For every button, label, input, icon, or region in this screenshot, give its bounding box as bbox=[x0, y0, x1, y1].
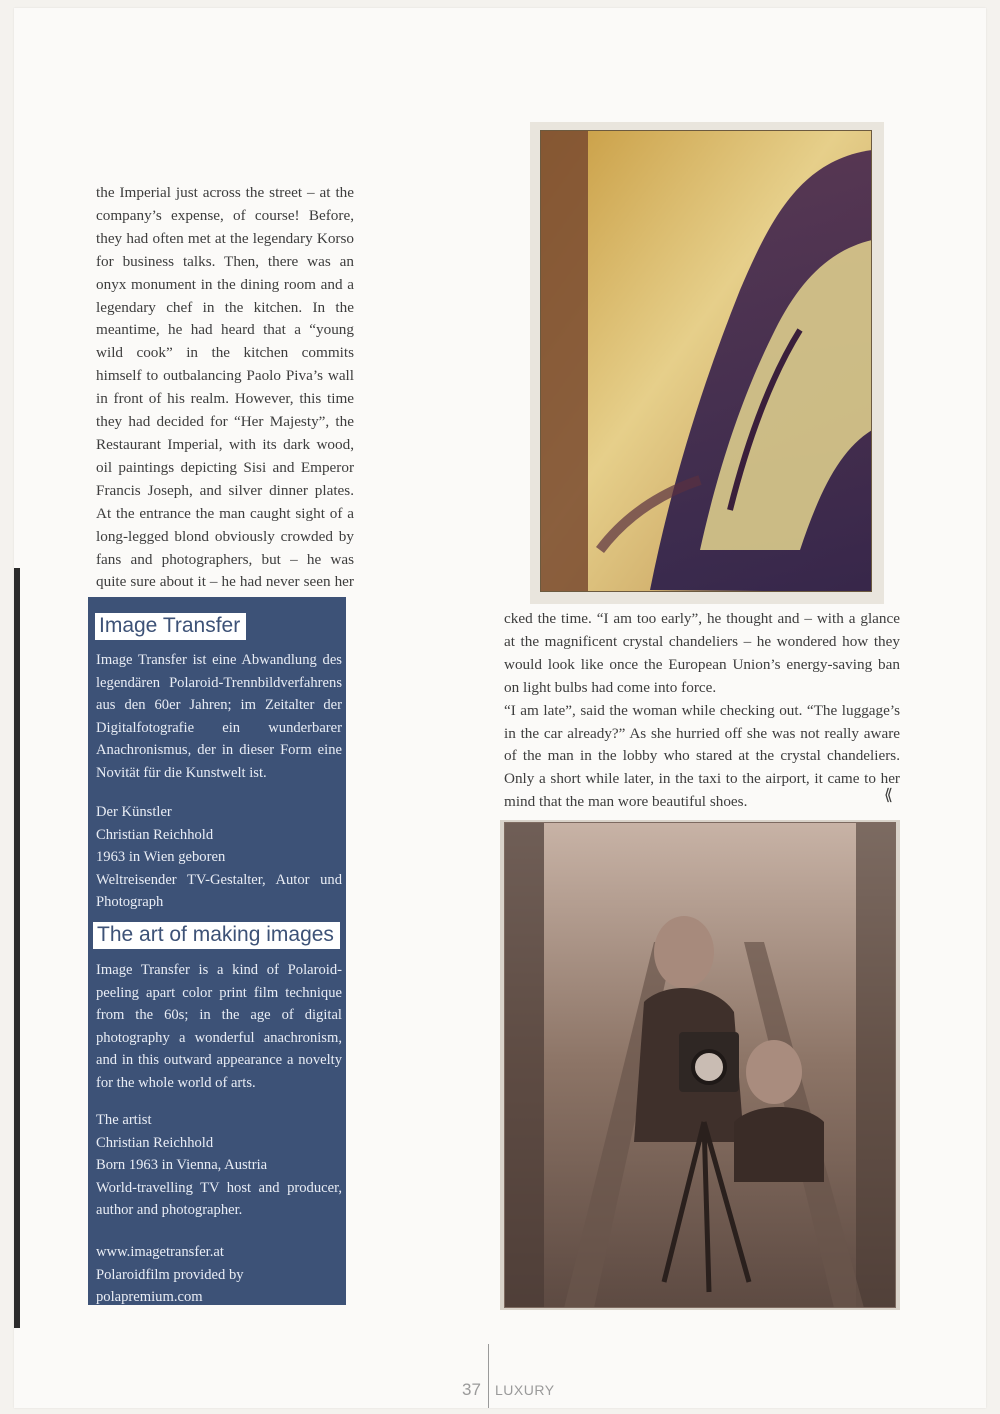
article-right-paragraph: cked the time. “I am too early”, he thought and – with a glance at the magnificent crystal chandeliers – he wondered how they would look like once the European Union’s energy-saving ban on light bulbs had come into force. bbox=[504, 610, 900, 696]
website-link[interactable]: www.imagetransfer.at bbox=[96, 1244, 224, 1260]
article-right-paragraph: “I am late”, said the woman while checking out. “The luggage’s in the car already?” As she hurried off she was not really aware of the man in the lobby who stared at the crystal chandeliers. Only a short while later, in the taxi to the airport, it came to her mind that the man wore beautiful shoes. bbox=[504, 701, 900, 811]
artist-de-line: Christian Reichhold bbox=[96, 826, 214, 843]
info-links bbox=[96, 1241, 342, 1309]
artist-en-line: World-travelling TV host and producer, author and photographer. bbox=[96, 1179, 342, 1219]
photo-portrait-image bbox=[504, 822, 896, 1308]
photo-car-frame bbox=[530, 122, 884, 604]
page-folio bbox=[462, 1380, 555, 1400]
info-title-en: The art of making images bbox=[93, 922, 340, 950]
info-text-en bbox=[96, 959, 342, 1095]
artist-en-line: Born 1963 in Vienna, Austria bbox=[96, 1157, 268, 1174]
info-title-de: Image Transfer bbox=[95, 613, 246, 641]
photo-portrait-frame bbox=[500, 820, 900, 1310]
magazine-name: LUXURY bbox=[495, 1382, 555, 1398]
artist-de-line: Der Künstler bbox=[96, 804, 172, 820]
article-right-column bbox=[504, 608, 900, 814]
info-box bbox=[88, 597, 346, 1305]
artist-de-line: Weltreisender TV-Gestalter, Autor und Photograph bbox=[96, 871, 342, 911]
article-left-column bbox=[96, 182, 354, 617]
artist-en-line: The artist bbox=[96, 1112, 152, 1128]
credit-link[interactable]: Polaroidfilm provided by polapremium.com bbox=[96, 1266, 244, 1306]
info-text-de bbox=[96, 649, 342, 785]
photo-car-image bbox=[540, 130, 872, 592]
folio-divider bbox=[488, 1344, 489, 1408]
end-of-article-mark: ⟪ bbox=[884, 787, 893, 804]
artist-block-en bbox=[96, 1109, 342, 1222]
artist-en-line: Christian Reichhold bbox=[96, 1134, 214, 1151]
binding-edge bbox=[14, 568, 20, 1328]
info-text-de-body: Image Transfer ist eine Abwandlung des legendären Polaroid-Trennbildverfahrens aus den 60er Jahren; im Zeitalter der Digitalfotografie ein wunderbarer Anachronismus, der in dieser Form eine Novität für die Kunstwelt ist. bbox=[96, 652, 342, 781]
article-left-text: the Imperial just across the street – at the company’s expense, of course! Before, they had often met at the legendary Korso for business talks. Then, there was an onyx monument in the dining room and a legendary chef in the kitchen. In the meantime, he had heard that a “young wild cook” in the kitchen commits himself to outbalancing Paolo Piva’s wall in front of his realm. However, this time they had decided for “Her Majesty”, the Restaurant Imperial, with its dark wood, oil paintings depicting Sisi and Emperor Francis Joseph, and silver dinner plates. At the entrance the man caught sight of a long-legged blond obviously crowded by fans and photographers, but – he was quite sure about it – he had never seen her bbox=[96, 184, 354, 591]
artist-de-line: 1963 in Wien geboren bbox=[96, 849, 226, 866]
artist-block-de bbox=[96, 801, 342, 914]
info-text-en-body: Image Transfer is a kind of Polaroid-peeling apart color print film technique from the 60s; in the age of digital photography a wonderful anachronism, and in this outward appearance a novelty for the whole world of arts. bbox=[96, 962, 342, 1091]
page-number: 37 bbox=[462, 1380, 481, 1399]
